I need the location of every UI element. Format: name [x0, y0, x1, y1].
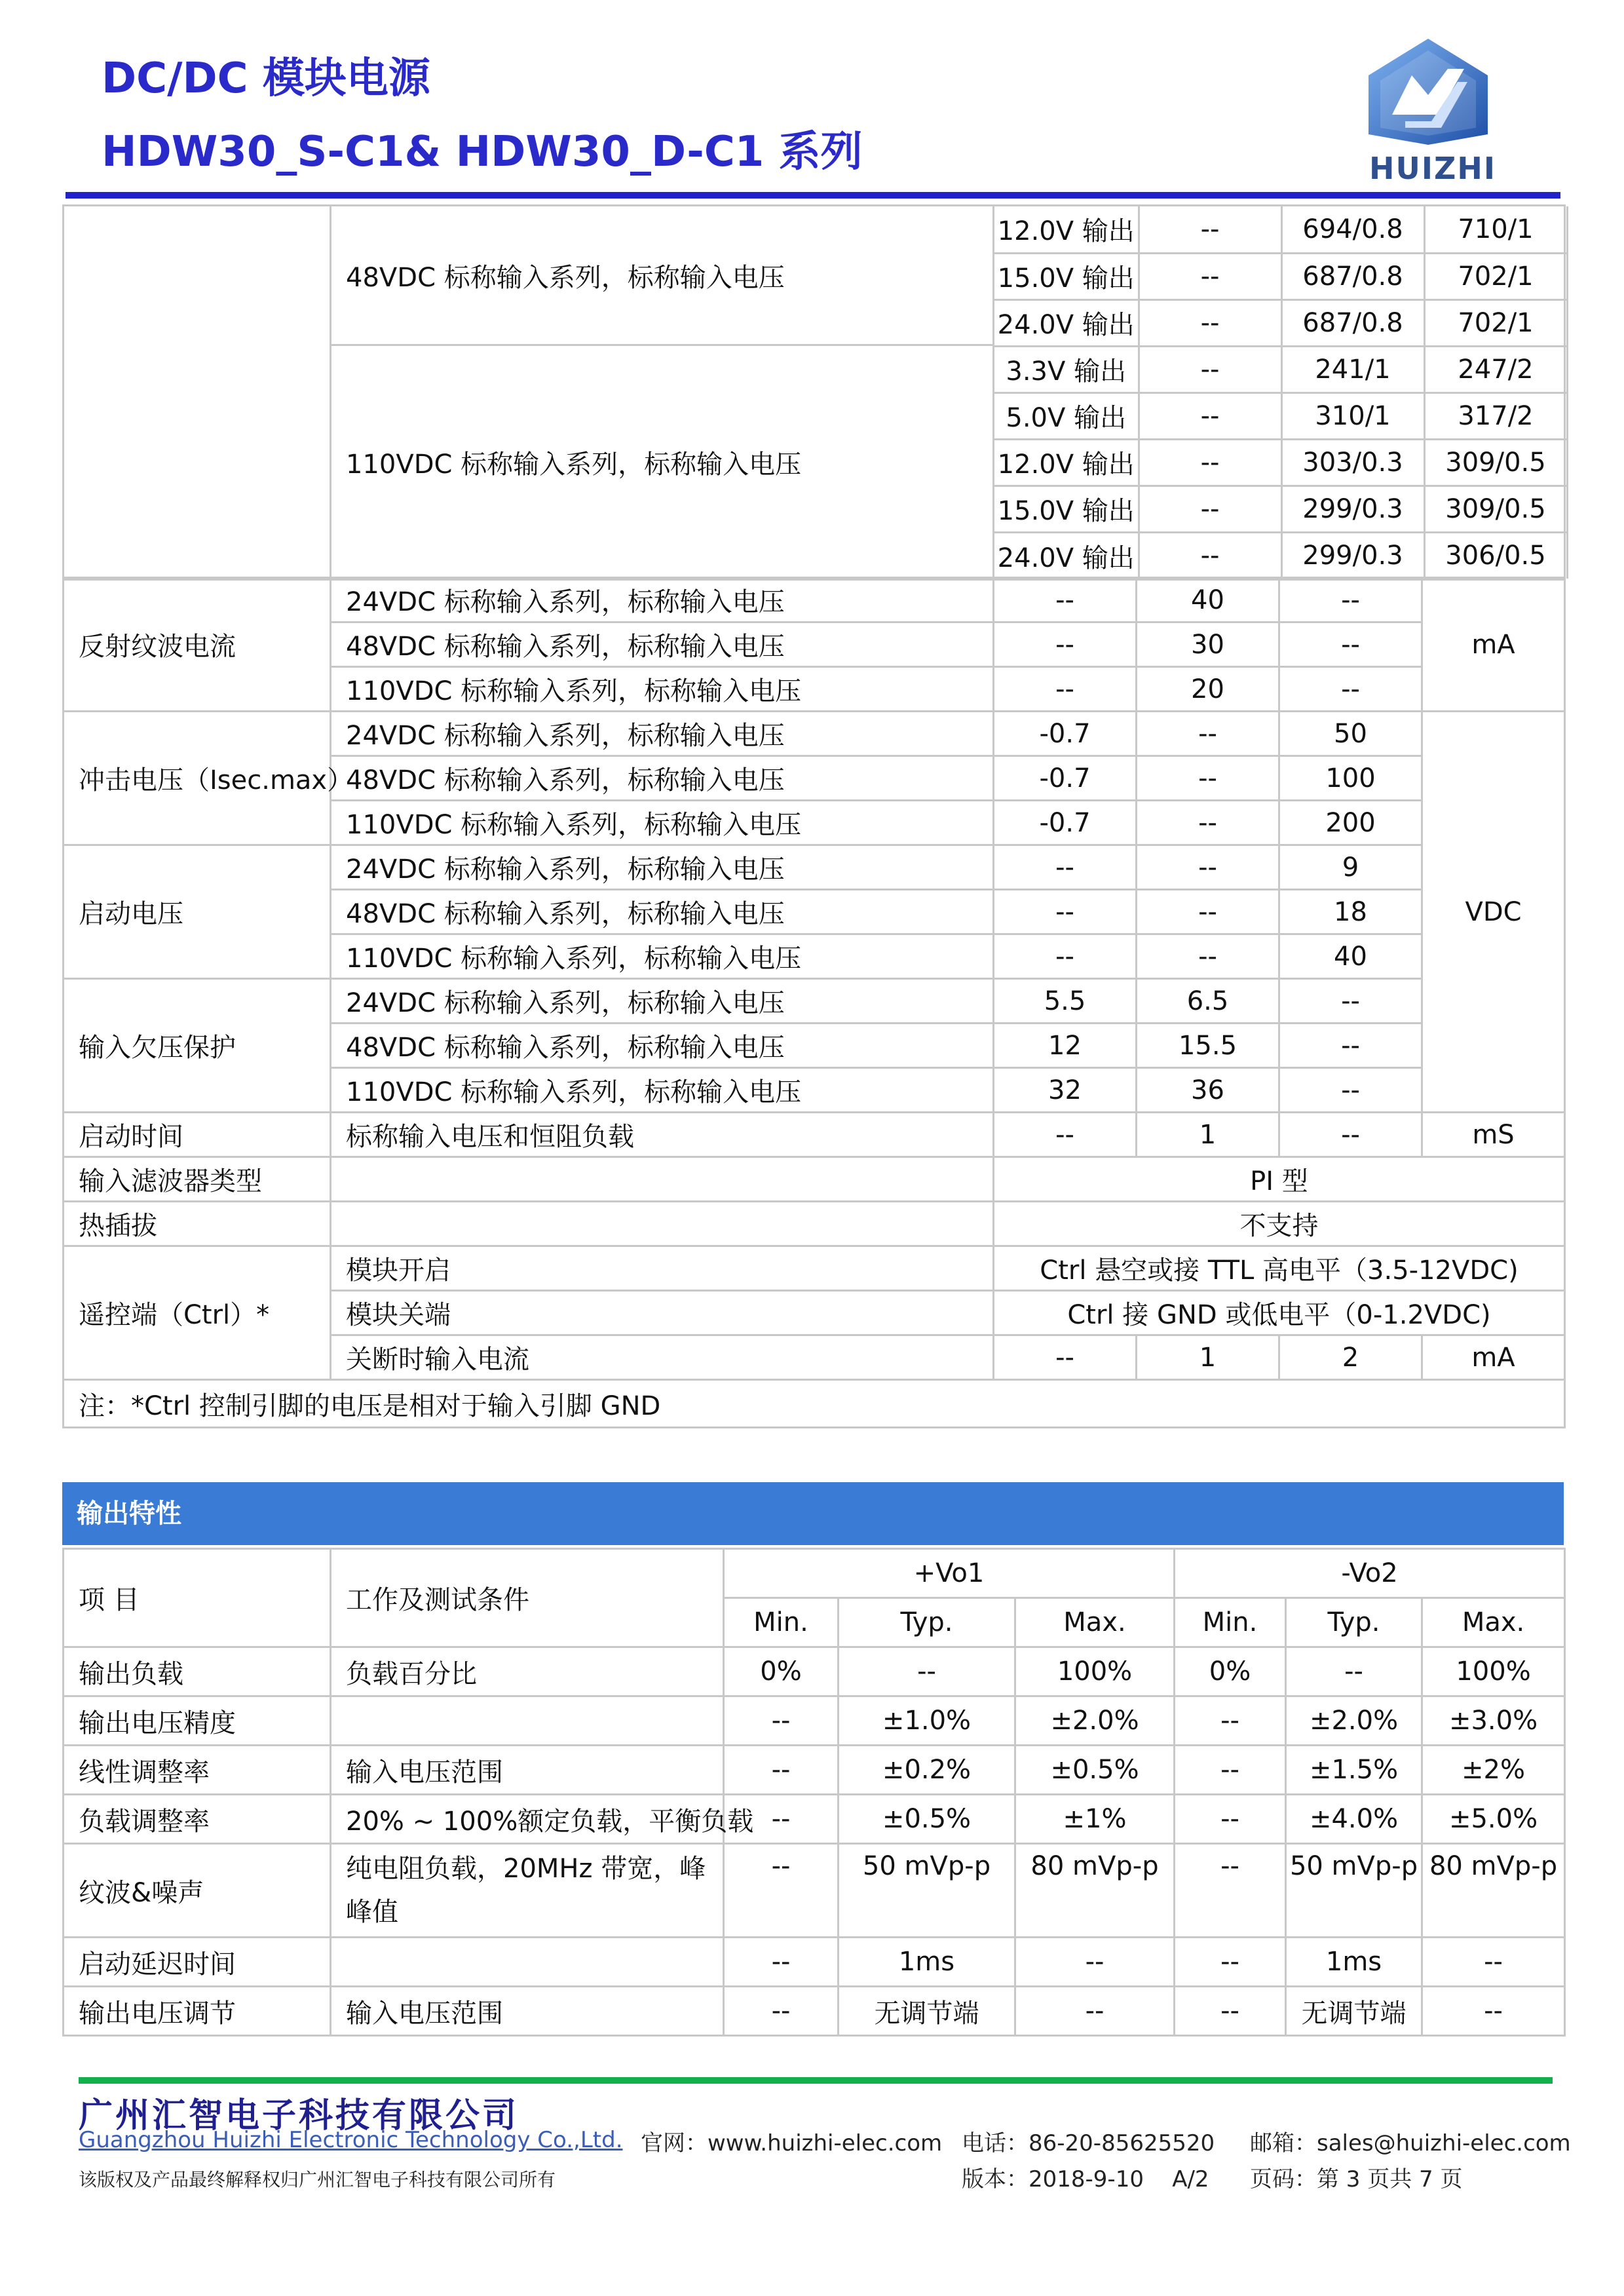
header-divider [66, 192, 1560, 199]
min-value: -- [1139, 206, 1281, 253]
vo2-max: 100% [1422, 1647, 1565, 1696]
max-value: -- [1279, 622, 1422, 667]
typ-value: -- [1137, 712, 1279, 756]
vo1-typ: 50 mVp-p [839, 1844, 1015, 1938]
min-value: 12 [994, 1024, 1137, 1068]
value-cell: Ctrl 悬空或接 TTL 高电平（3.5-12VDC) [994, 1246, 1565, 1291]
typ-value: 303/0.3 [1281, 439, 1424, 486]
condition-cell: 输入电压范围 [331, 1987, 724, 2036]
vo1-min: -- [724, 1795, 839, 1844]
condition-cell: 模块开启 [331, 1246, 994, 1291]
vo1-typ: 无调节端 [839, 1987, 1015, 2036]
unit-cell: mS [1422, 1113, 1565, 1157]
item-label: 输出电压精度 [64, 1696, 331, 1746]
typ-value: 694/0.8 [1281, 206, 1424, 253]
table-row [64, 1795, 1565, 1844]
header-min: Min. [724, 1598, 839, 1647]
output-label: 24.0V 输出 [994, 532, 1139, 579]
vo2-typ: ±2.0% [1286, 1696, 1422, 1746]
item-label: 负载调整率 [64, 1795, 331, 1844]
vo2-typ: ±1.5% [1286, 1746, 1422, 1795]
table-row [64, 1844, 1565, 1938]
typ-value: -- [1137, 934, 1279, 979]
output-label: 12.0V 输出 [994, 206, 1139, 253]
table-row [64, 845, 1565, 890]
vo2-max: -- [1422, 1987, 1565, 2036]
min-value: -- [994, 1113, 1137, 1157]
input-specs-table [62, 204, 1566, 581]
footnote: 注：*Ctrl 控制引脚的电压是相对于输入引脚 GND [64, 1380, 1565, 1428]
footer-divider [79, 2077, 1553, 2084]
vo1-min: 0% [724, 1647, 839, 1696]
vo1-typ: ±1.0% [839, 1696, 1015, 1746]
table-row [64, 206, 1565, 252]
condition-cell: 输入电压范围 [331, 1746, 724, 1795]
min-value: 5.5 [994, 979, 1137, 1024]
param-label: 冲击电压（Isec.max） [64, 712, 331, 845]
output-label: 12.0V 输出 [994, 439, 1139, 486]
company-name-en[interactable]: Guangzhou Huizhi Electronic Technology Co.,Ltd. [79, 2127, 623, 2153]
table-row [64, 979, 1565, 1024]
output-label: 3.3V 输出 [994, 346, 1139, 392]
page-number: 页码：第 3 页共 7 页 [1250, 2166, 1463, 2192]
min-value: 32 [994, 1068, 1137, 1113]
vo2-min: 0% [1175, 1647, 1286, 1696]
vo1-min: -- [724, 1844, 839, 1938]
vo2-min: -- [1175, 1746, 1286, 1795]
min-value: -- [1139, 346, 1281, 392]
condition-cell: 关断时输入电流 [331, 1335, 994, 1380]
header-typ: Typ. [1286, 1598, 1422, 1647]
max-value: 40 [1279, 934, 1422, 979]
vo2-max: 80 mVp-p [1422, 1844, 1565, 1938]
vo1-typ: ±0.5% [839, 1795, 1015, 1844]
vo1-max: 80 mVp-p [1015, 1844, 1175, 1938]
max-value: 200 [1279, 801, 1422, 845]
typ-value: 1 [1137, 1335, 1279, 1380]
max-value: -- [1279, 578, 1422, 622]
condition-cell: 20% ~ 100%额定负载，平衡负载 [331, 1795, 724, 1844]
vo1-max: -- [1015, 1987, 1175, 2036]
table-row [64, 1202, 1565, 1246]
table-row [64, 1696, 1565, 1746]
output-label: 24.0V 输出 [994, 299, 1139, 346]
min-value: -- [1139, 532, 1281, 579]
table-row [994, 346, 1567, 392]
condition-cell: 48VDC 标称输入系列，标称输入电压 [331, 890, 994, 934]
table-row [64, 1246, 1565, 1291]
unit-cell: mA [1422, 1335, 1565, 1380]
vo2-max: -- [1422, 1938, 1565, 1987]
param-label: 输入滤波器类型 [64, 1157, 331, 1202]
output-specs-table [62, 1548, 1566, 2037]
condition-cell: 24VDC 标称输入系列，标称输入电压 [331, 578, 994, 622]
condition-cell: 24VDC 标称输入系列，标称输入电压 [331, 712, 994, 756]
typ-value: 687/0.8 [1281, 299, 1424, 346]
copyright-notice: 该版权及产品最终解释权归广州汇智电子科技有限公司所有 [79, 2169, 556, 2191]
typ-value: 36 [1137, 1068, 1279, 1113]
vo2-typ: -- [1286, 1647, 1422, 1696]
typ-value: 6.5 [1137, 979, 1279, 1024]
min-value: -- [1139, 299, 1281, 346]
max-value: -- [1279, 1113, 1422, 1157]
param-label: 输入欠压保护 [64, 979, 331, 1113]
condition-cell [331, 1202, 994, 1246]
condition-cell: 48VDC 标称输入系列，标称输入电压 [331, 206, 994, 345]
vo2-min: -- [1175, 1795, 1286, 1844]
typ-value: 687/0.8 [1281, 253, 1424, 299]
min-value: -- [1139, 439, 1281, 486]
vo1-typ: -- [839, 1647, 1015, 1696]
min-value: -- [994, 667, 1137, 712]
max-value: -- [1279, 667, 1422, 712]
typ-value: -- [1137, 756, 1279, 801]
output-label: 15.0V 输出 [994, 253, 1139, 299]
min-value: -- [1139, 253, 1281, 299]
min-value: -- [994, 578, 1137, 622]
typ-value: -- [1137, 890, 1279, 934]
vo2-typ: ±4.0% [1286, 1795, 1422, 1844]
logo-text: HUIZHI [1369, 151, 1496, 186]
table-row [994, 299, 1567, 346]
table-row [64, 578, 1565, 622]
version-info: 版本：2018-9-10 A/2 [962, 2166, 1209, 2192]
unit-cell: mA [1422, 578, 1565, 712]
condition-cell: 纯电阻负载，20MHz 带宽，峰峰值 [331, 1844, 724, 1938]
table-row [64, 1549, 1565, 1598]
table-row [64, 1647, 1565, 1696]
vo1-min: -- [724, 1938, 839, 1987]
vo2-min: -- [1175, 1987, 1286, 2036]
param-label: 启动电压 [64, 845, 331, 979]
max-value: 100 [1279, 756, 1422, 801]
min-value: -- [994, 1335, 1137, 1380]
header-typ: Typ. [839, 1598, 1015, 1647]
param-label: 热插拔 [64, 1202, 331, 1246]
condition-cell: 48VDC 标称输入系列，标称输入电压 [331, 622, 994, 667]
min-value: -0.7 [994, 756, 1137, 801]
output-current-subtable [994, 206, 1568, 579]
condition-cell: 48VDC 标称输入系列，标称输入电压 [331, 1024, 994, 1068]
table-row [64, 1380, 1565, 1428]
vo2-typ: 无调节端 [1286, 1987, 1422, 2036]
min-value: -- [1139, 486, 1281, 532]
vo1-max: 100% [1015, 1647, 1175, 1696]
header-vo1: +Vo1 [724, 1549, 1175, 1598]
param-label: 遥控端（Ctrl）* [64, 1246, 331, 1380]
max-value: 18 [1279, 890, 1422, 934]
param-label: 启动时间 [64, 1113, 331, 1157]
table-row [64, 1938, 1565, 1987]
typ-value: 30 [1137, 622, 1279, 667]
typ-value: 299/0.3 [1281, 532, 1424, 579]
table-row [64, 1746, 1565, 1795]
max-value: 306/0.5 [1424, 532, 1567, 579]
condition-cell: 负载百分比 [331, 1647, 724, 1696]
vo1-max: ±2.0% [1015, 1696, 1175, 1746]
max-value: 50 [1279, 712, 1422, 756]
min-value: -0.7 [994, 712, 1137, 756]
vo2-max: ±2% [1422, 1746, 1565, 1795]
table-row [994, 439, 1567, 486]
unit-cell: VDC [1422, 712, 1565, 1113]
table-row [994, 486, 1567, 532]
vo1-typ: ±0.2% [839, 1746, 1015, 1795]
vo1-max: -- [1015, 1938, 1175, 1987]
doc-title: DC/DC 模块电源 [102, 54, 430, 103]
typ-value: 15.5 [1137, 1024, 1279, 1068]
typ-value: -- [1137, 845, 1279, 890]
email-link[interactable]: 邮箱：sales@huizhi-elec.com [1250, 2130, 1571, 2156]
item-label: 输出负载 [64, 1647, 331, 1696]
condition-cell [331, 1696, 724, 1746]
value-cell: Ctrl 接 GND 或低电平（0-1.2VDC) [994, 1291, 1565, 1335]
section-header: 输出特性 [62, 1482, 1564, 1545]
condition-cell: 24VDC 标称输入系列，标称输入电压 [331, 979, 994, 1024]
input-specs-table-2 [62, 577, 1566, 1428]
table-row [994, 206, 1567, 253]
typ-value: 1 [1137, 1113, 1279, 1157]
condition-cell: 110VDC 标称输入系列，标称输入电压 [331, 934, 994, 979]
value-cell: PI 型 [994, 1157, 1565, 1202]
condition-cell [331, 1157, 994, 1202]
huizhi-logo-icon [1366, 36, 1490, 147]
max-value: -- [1279, 979, 1422, 1024]
typ-value: 310/1 [1281, 392, 1424, 439]
table-row [64, 1113, 1565, 1157]
vo2-typ: 1ms [1286, 1938, 1422, 1987]
max-value: -- [1279, 1068, 1422, 1113]
header-max: Max. [1015, 1598, 1175, 1647]
param-label: 反射纹波电流 [64, 578, 331, 712]
condition-cell: 模块关端 [331, 1291, 994, 1335]
output-label: 15.0V 输出 [994, 486, 1139, 532]
vo1-min: -- [724, 1696, 839, 1746]
max-value: 317/2 [1424, 392, 1567, 439]
vo2-min: -- [1175, 1938, 1286, 1987]
condition-cell: 48VDC 标称输入系列，标称输入电压 [331, 756, 994, 801]
typ-value: 299/0.3 [1281, 486, 1424, 532]
typ-value: 40 [1137, 578, 1279, 622]
max-value: 710/1 [1424, 206, 1567, 253]
header-vo2: -Vo2 [1175, 1549, 1565, 1598]
min-value: -- [994, 934, 1137, 979]
item-label: 启动延迟时间 [64, 1938, 331, 1987]
vo1-min: -- [724, 1746, 839, 1795]
vo1-typ: 1ms [839, 1938, 1015, 1987]
company-name: 广州汇智电子科技有限公司 [79, 2096, 519, 2135]
header-condition: 工作及测试条件 [331, 1549, 724, 1647]
table-row [994, 253, 1567, 299]
typ-value: 20 [1137, 667, 1279, 712]
vo2-min: -- [1175, 1696, 1286, 1746]
condition-cell: 24VDC 标称输入系列，标称输入电压 [331, 845, 994, 890]
min-value: -- [994, 845, 1137, 890]
table-row [994, 532, 1567, 579]
max-value: 702/1 [1424, 253, 1567, 299]
condition-cell: 110VDC 标称输入系列，标称输入电压 [331, 1068, 994, 1113]
condition-cell: 110VDC 标称输入系列，标称输入电压 [331, 801, 994, 845]
vo1-min: -- [724, 1987, 839, 2036]
vo2-max: ±3.0% [1422, 1696, 1565, 1746]
max-value: 2 [1279, 1335, 1422, 1380]
max-value: 309/0.5 [1424, 486, 1567, 532]
phone-number: 电话：86-20-85625520 [962, 2130, 1215, 2156]
condition-cell [331, 1938, 724, 1987]
condition-cell: 110VDC 标称输入系列，标称输入电压 [331, 345, 994, 580]
max-value: 9 [1279, 845, 1422, 890]
header-max: Max. [1422, 1598, 1565, 1647]
vo1-max: ±1% [1015, 1795, 1175, 1844]
output-label: 5.0V 输出 [994, 392, 1139, 439]
max-value: 702/1 [1424, 299, 1567, 346]
table-row [994, 392, 1567, 439]
table-row [64, 1987, 1565, 2036]
header-min: Min. [1175, 1598, 1286, 1647]
item-label: 线性调整率 [64, 1746, 331, 1795]
vo1-max: ±0.5% [1015, 1746, 1175, 1795]
min-value: -- [1139, 392, 1281, 439]
vo2-typ: 50 mVp-p [1286, 1844, 1422, 1938]
min-value: -- [994, 890, 1137, 934]
max-value: 247/2 [1424, 346, 1567, 392]
nested-cell [994, 206, 1565, 580]
typ-value: 241/1 [1281, 346, 1424, 392]
typ-value: -- [1137, 801, 1279, 845]
max-value: 309/0.5 [1424, 439, 1567, 486]
vo2-min: -- [1175, 1844, 1286, 1938]
table-row [64, 712, 1565, 756]
header-item: 项 目 [64, 1549, 331, 1647]
item-label: 输出电压调节 [64, 1987, 331, 2036]
vo2-max: ±5.0% [1422, 1795, 1565, 1844]
min-value: -0.7 [994, 801, 1137, 845]
table-row [64, 1157, 1565, 1202]
max-value: -- [1279, 1024, 1422, 1068]
condition-cell: 标称输入电压和恒阻负载 [331, 1113, 994, 1157]
doc-subtitle: HDW30_S-C1& HDW30_D-C1 系列 [102, 128, 863, 176]
website-link[interactable]: 官网：www.huizhi-elec.com [641, 2130, 943, 2156]
condition-cell: 110VDC 标称输入系列，标称输入电压 [331, 667, 994, 712]
param-cell [64, 206, 331, 580]
value-cell: 不支持 [994, 1202, 1565, 1246]
item-label: 纹波&噪声 [64, 1844, 331, 1938]
min-value: -- [994, 622, 1137, 667]
